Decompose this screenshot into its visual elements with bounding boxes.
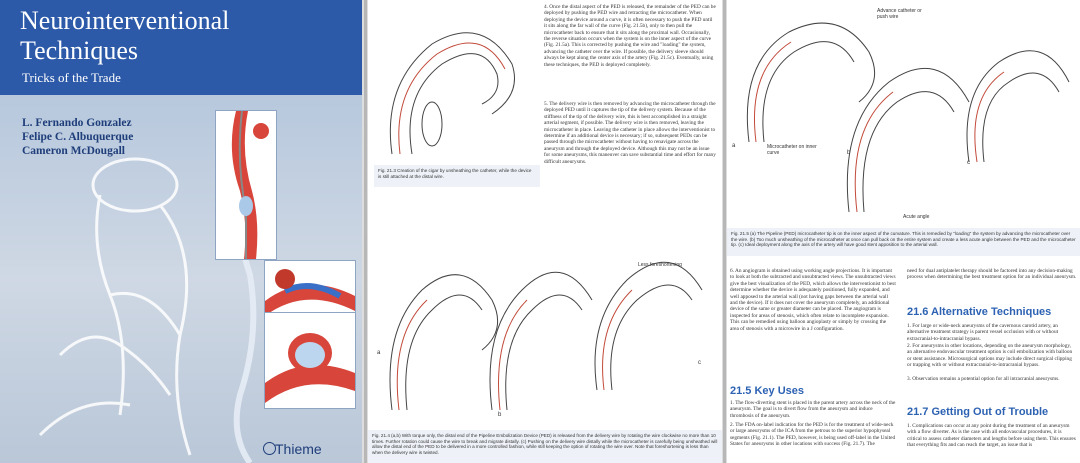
- cover-authors: L. Fernando Gonzalez Felipe C. Albuquerque Cameron McDougall: [22, 117, 134, 157]
- less-foreshortening-label: Less foreshortening: [638, 262, 682, 268]
- spread-divider-2: [723, 0, 726, 463]
- fig4-panel-c: c: [698, 360, 701, 366]
- fig4-panel-a: a: [377, 350, 381, 356]
- figure-21-5-illustration: [729, 2, 1079, 224]
- spread-divider: [364, 0, 367, 463]
- section-21-6-heading: 21.6 Alternative Techniques: [907, 306, 1052, 318]
- figure-21-4-illustration: [372, 210, 717, 425]
- alternative-2-text: 2. For aneurysms in other locations, depending on the aneurysm morphology, an alternative endovascular treatment option is coil embolization with balloon or stent assistance. Microsurgical options may include direct surgical clipping or trapping with or without extracranial-to-intracranial bypass.: [907, 343, 1073, 369]
- advance-catheter-label: Advance catheter or push wire: [877, 8, 922, 20]
- alternative-1-text: 1. For large or wide-neck aneurysms of the cavernous carotid artery, an alternative treatment strategy is parent vessel occlusion with or without extracranial-to-intracranial bypass.: [907, 323, 1059, 342]
- acute-angle-label: Acute angle: [903, 214, 930, 220]
- key-use-2-text: 2. The FDA on-label indication for the PED is for the treatment of wide-neck or large aneurysms of the ICA from the petrous to the superior hypophyseal segments (Fig. 21.1). The PED, however, is being used off-label in the United States for aneurysms in other locations with success (Fig. 21.7). The: [730, 422, 896, 448]
- trouble-1-text: 1. Complications can occur at any point during the treatment of an aneurysm with a flow diverter. As is the case with all endovascular procedures, it is critical to assess catheter diameters and lengths before using them. This ensures that everything fits and can reach the target, an issue that is: [907, 423, 1076, 449]
- fig4-panel-b: b: [498, 412, 502, 418]
- alternative-3-text: 3. Observation remains a potential option for all intracranial aneurysms.: [907, 376, 1060, 382]
- figure-21-4-caption: Fig. 21.4 (a,b) With torque only, the distal end of the Pipeline Embolization Device (PED) is released from the delivery wire by rotating the wire clockwise no more than 10 times. Further rotation could cause the wire to break and migrate distally. (c) Pushing on the delivery wire distally while the microcatheter is carefully being unsheathed will allow the distal end of the PED to be delivered in a more controlled fashion, while still keeping the option of rotating the wire over. Note that foreshortening is less than when the delivery wire is twisted.: [368, 430, 722, 463]
- publisher-name: Thieme: [275, 441, 322, 457]
- fig5-panel-b: b: [847, 150, 851, 156]
- figure-21-3-caption: Fig. 21.3 Creation of the cigar by unsheathing the catheter, while the device is still attached at the distal wire.: [374, 165, 540, 187]
- figure-21-3-illustration: [372, 4, 537, 169]
- col2-top-text: need for dual antiplatelet therapy should be factored into any decision-making process when determining the best treatment option for an individual aneurysm.: [907, 268, 1077, 281]
- section-21-7-heading: 21.7 Getting Out of Trouble: [907, 406, 1049, 418]
- fig5-panel-a: a: [732, 143, 736, 149]
- cover-panel-catheter-balloon: [215, 110, 277, 260]
- step-4-text: 4. Once the distal aspect of the PED is released, the remainder of the PED can be deployed by pushing the PED wire and retracting the microcatheter. When deploying the device around a curve, it is often necessary to push the PED until it sits along the far wall of the curve (Fig. 21.5b), only to then pull the microcatheter back to ensure that it sits along the proximal wall. Occasionally, the reverse situation occurs when the system is on the inner aspect of the curve (Fig. 21.5a). This is corrected by pushing the wire and "loading" the system, advancing the catheter over the wire. If possible, the delivery sleeve should always be kept along the center axis of the artery (Fig. 21.5c). Eventually, using these techniques, the PED is deployed completely.: [544, 4, 716, 68]
- fig5-panel-c: c: [967, 160, 970, 166]
- step-5-text: 5. The delivery wire is then removed by advancing the microcatheter through the deployed PED until it captures the tip of the delivery system. Because of the stiffness of the tip of the delivery wire, this is best accomplished in a straight arterial segment, if possible. The delivery wire is then removed, leaving the microcatheter in place. Leaving the catheter in place allows the interventionist to determine if an additional device is necessary; if so, subsequent PEDs can be passed through the microcatheter without having to renavigate across the aneurysm and through the deployed device. Although this may not be an issue for some aneurysms, this maneuver can save substantial time and effort for many difficult aneurysms.: [544, 101, 716, 165]
- book-page-right: [727, 0, 1080, 463]
- cover-title: Neurointerventional Techniques: [20, 6, 230, 65]
- cover-panel-aneurysm-stent: [264, 260, 356, 317]
- book-cover: [0, 0, 362, 463]
- figure-21-5-caption: Fig. 21.5 (a) The Pipeline (PED) microcatheter tip is on the inner aspect of the curvature. This is remedied by "loading" the system by advancing the microcatheter over the wire. (b) Too much unsheathing of the microcatheter at once can pull back on the entire system and create a less acute angle between the PED and the microcatheter tip. (c) Ideal deployment along the axis of the artery will have good stent apposition to the arterial wall.: [727, 228, 1080, 256]
- section-21-5-heading: 21.5 Key Uses: [730, 385, 804, 397]
- cover-subtitle: Tricks of the Trade: [22, 70, 121, 85]
- cover-panel-coiled-aneurysm: [264, 312, 356, 409]
- item-6-text: 6. An angiogram is obtained using working angle projections. It is important to look at both the subtracted and unsubtracted views. The unsubtracted views give the best visualization of the PED, which allows the interventionist to best determine whether the device is adequately positioned, fully expanded, and well apposed to the arterial wall (not having gaps between the arterial wall and the device). If it does not cover the aneurysm completely, an additional device of the same or greater diameter can be placed. The angiogram is inspected for areas of stenosis, which often relate to incomplete expansion. This can be remedied using balloon angioplasty or simply by crossing the area of stenosis with a microwire in a J configuration.: [730, 268, 896, 332]
- key-use-1-text: 1. The flow-diverting stent is placed in the parent artery across the neck of the aneurysm. The goal is to divert flow from the aneurysm and induce thrombosis of the aneurysm.: [730, 400, 896, 419]
- book-page-left: [368, 0, 722, 463]
- microcatheter-inner-curve-label: Microcatheter on inner curve: [767, 144, 817, 156]
